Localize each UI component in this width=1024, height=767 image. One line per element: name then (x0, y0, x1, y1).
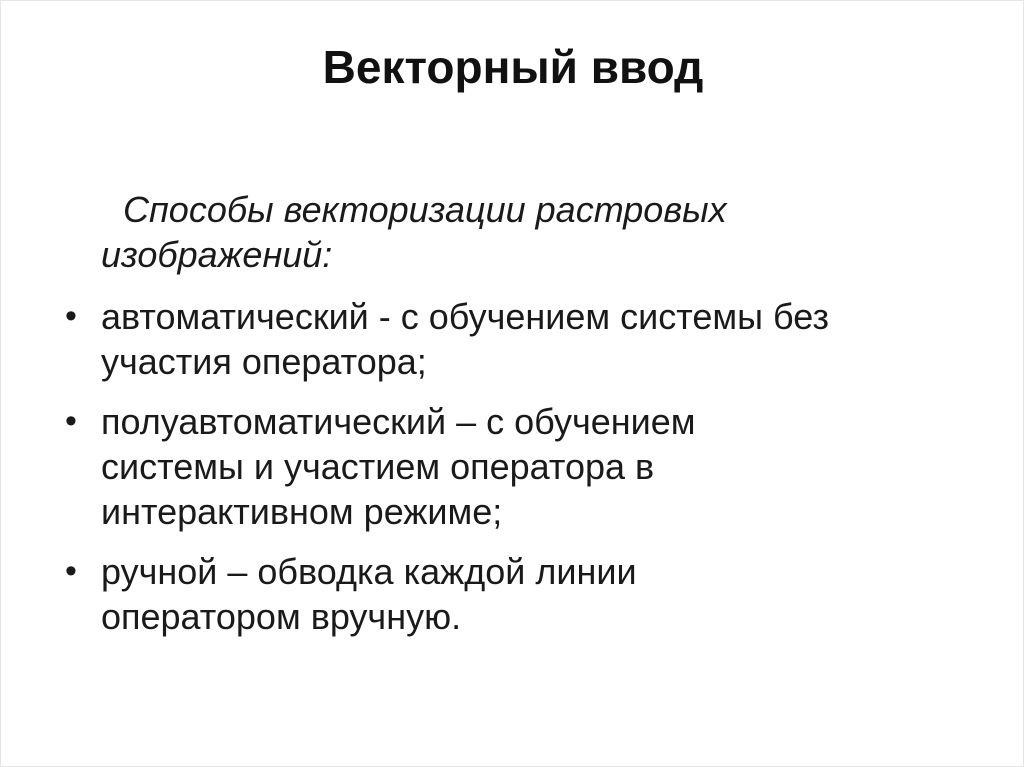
bullet-line: интерактивном режиме; (101, 491, 503, 532)
bullet-line: системы и участием оператора в (101, 446, 655, 487)
bullet-item-semiautomatic (59, 399, 959, 534)
intro-text (101, 187, 961, 277)
bullet-marker: • (65, 552, 77, 590)
intro-line-1: Способы векторизации растровых (123, 189, 727, 230)
bullet-line: участия оператора; (101, 341, 427, 382)
bullet-line: полуавтоматический – с обучением (101, 401, 696, 442)
bullet-line: автоматический - с обучением системы без (101, 296, 829, 337)
bullet-item-manual (59, 549, 959, 639)
bullet-line: оператором вручную. (101, 596, 462, 637)
bullet-item-automatic (59, 294, 959, 384)
slide-title: Векторный ввод (322, 41, 704, 93)
bullet-list (59, 294, 959, 654)
intro-line-2: изображений: (101, 234, 333, 275)
bullet-line: ручной – обводка каждой линии (101, 551, 637, 592)
bullet-marker: • (65, 297, 77, 335)
bullet-marker: • (65, 402, 77, 440)
